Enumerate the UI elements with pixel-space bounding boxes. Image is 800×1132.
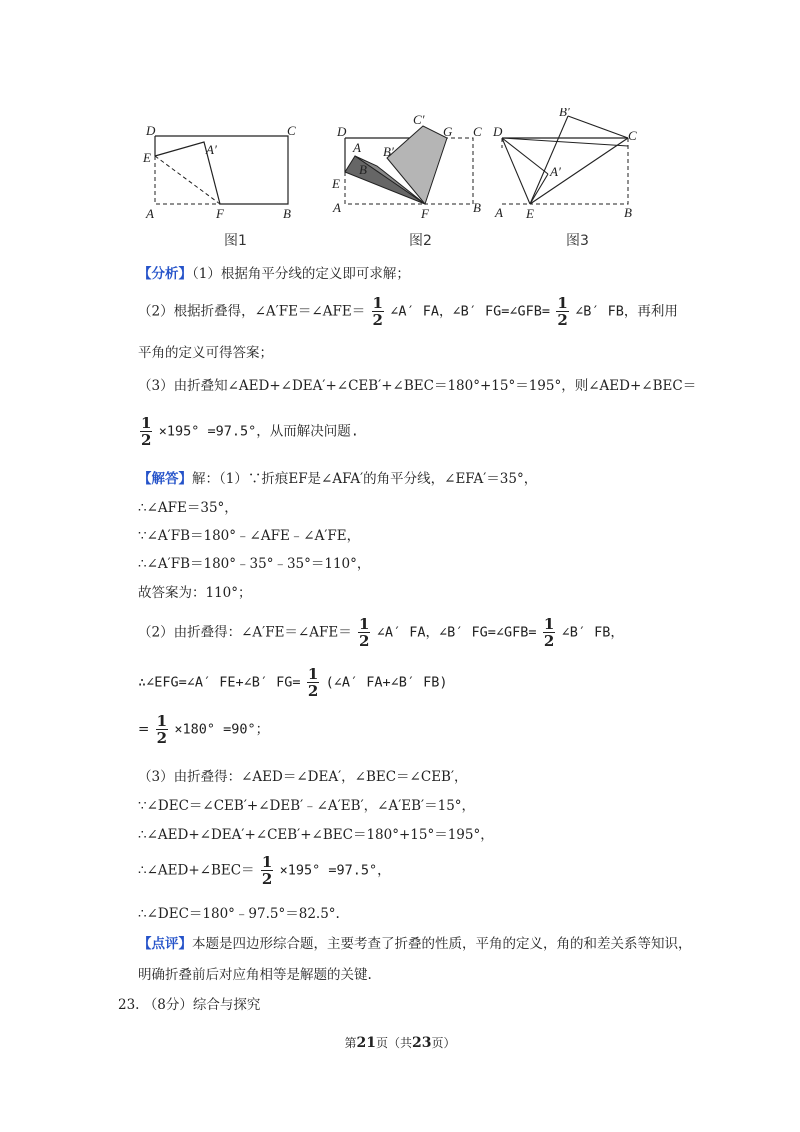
- solution-line-7: [138, 667, 448, 699]
- fig1-label-f: F: [216, 206, 224, 221]
- solution-tag: 【解答】: [138, 471, 192, 487]
- analysis-text-3-cont: ×195° =97.5°，从而解决问题.: [158, 423, 359, 440]
- fig3-da-prime: [502, 138, 548, 174]
- fig3-label-b-prime: B′: [559, 108, 570, 119]
- fig2-label-b: B: [359, 162, 367, 177]
- fig3-diag: [502, 138, 628, 146]
- footer-post: 页）: [431, 1036, 456, 1050]
- fraction-numerator: 1: [307, 665, 319, 683]
- solution-text-4: ∴∠A′FB＝180°﹣35°﹣35°＝110°，: [138, 556, 371, 572]
- question-number: 23.: [118, 997, 140, 1013]
- figure-3-diagram: [490, 108, 650, 228]
- fraction-half: [543, 617, 555, 649]
- fig1-rect-solid: [155, 136, 288, 204]
- solution-line-4: [138, 552, 370, 572]
- fig3-de: [502, 138, 530, 204]
- footer-page: 21: [356, 1035, 376, 1051]
- solution-line-12: [138, 855, 391, 887]
- fig3-label-c: C: [628, 128, 637, 143]
- fraction-denominator: 2: [359, 632, 370, 650]
- solution-text-6a: （2）由折叠得：∠A′FE＝∠AFE＝: [138, 624, 352, 641]
- solution-line-13: [138, 902, 340, 922]
- fraction-half: [556, 296, 568, 328]
- fraction-numerator: 1: [261, 853, 273, 871]
- solution-line-3: [138, 524, 360, 544]
- solution-line-1: [138, 467, 537, 487]
- fig2-label-g: G: [443, 124, 453, 139]
- analysis-line-2: [138, 296, 678, 328]
- comment-text-2: 明确折叠前后对应角相等是解题的关键.: [138, 967, 372, 983]
- fig3-label-b: B: [624, 205, 632, 220]
- comment-line-1: [138, 932, 692, 952]
- solution-line-10: [138, 794, 475, 814]
- fraction-numerator: 1: [156, 712, 168, 730]
- fig1-label-c: C: [287, 123, 296, 138]
- question-23: [118, 993, 260, 1013]
- fraction-half: [156, 714, 168, 746]
- solution-text-8a: =: [138, 721, 150, 738]
- fraction-numerator: 1: [359, 615, 370, 633]
- fig2-label-c-prime: C′: [413, 112, 425, 127]
- solution-text-8b: ×180° =90°；: [174, 721, 270, 738]
- fraction-numerator: 1: [557, 294, 568, 312]
- fig1-caption: 图1: [224, 233, 247, 249]
- figure-1-diagram: [140, 108, 300, 228]
- fraction-denominator: 2: [372, 311, 383, 329]
- page-footer: [0, 1034, 800, 1051]
- fraction-denominator: 2: [261, 870, 273, 888]
- fig2-label-c: C: [473, 124, 482, 139]
- figure-3: [490, 108, 650, 253]
- solution-text-7a: ∴∠EFG=∠A′ FE+∠B′ FG=: [138, 674, 301, 691]
- fig1-label-d: D: [146, 123, 156, 138]
- solution-text-10: ∵∠DEC＝∠CEB′+∠DEB′﹣∠A′EB′，∠A′EB′＝15°，: [138, 798, 476, 814]
- analysis-line-1: [138, 262, 410, 282]
- fig3-caption: 图3: [566, 233, 589, 249]
- fig2-caption: 图2: [409, 233, 432, 249]
- solution-line-2: [138, 496, 238, 516]
- comment-line-2: [138, 963, 372, 983]
- fig1-label-e: E: [143, 150, 151, 165]
- fig2-label-b-low: B: [473, 200, 481, 215]
- fraction-denominator: 2: [557, 311, 568, 329]
- fraction-denominator: 2: [156, 729, 168, 747]
- fig3-b-prime-c: [568, 116, 628, 138]
- figures-row: [0, 108, 800, 253]
- solution-line-11: [138, 823, 494, 843]
- comment-tag: 【点评】: [138, 936, 192, 952]
- fraction-denominator: 2: [141, 431, 152, 449]
- fig2-label-e: E: [332, 176, 340, 191]
- fraction-denominator: 2: [307, 682, 319, 700]
- figure-2: [325, 108, 495, 253]
- fig3-a-prime-e: [530, 174, 548, 204]
- fig1-label-b: B: [283, 206, 291, 221]
- analysis-text-3: （3）由折叠知∠AED+∠DEA′+∠CEB′+∠BEC＝180°+15°＝195°，则∠AED+∠BEC＝: [138, 378, 697, 394]
- solution-text-12b: ×195° =97.5°，: [279, 862, 391, 879]
- solution-text-3: ∵∠A′FB＝180°﹣∠AFE﹣∠A′FE，: [138, 528, 361, 544]
- solution-text-6c: ∠B′ FB，: [561, 624, 624, 641]
- solution-text-12a: ∴∠AED+∠BEC＝: [138, 862, 255, 879]
- solution-text-6b: ∠A′ FA，∠B′ FG=∠GFB=: [376, 624, 537, 641]
- fraction-half: [307, 667, 319, 699]
- comment-text-1: 本题是四边形综合题，主要考查了折叠的性质，平角的定义，角的和差关系等知识，: [192, 936, 692, 952]
- analysis-text-2: （2）根据折叠得，∠A′FE＝∠AFE＝: [138, 303, 366, 320]
- analysis-text-2c: ∠B′ FB，再利用: [575, 303, 678, 320]
- fig1-crease-dashed: [155, 156, 220, 204]
- solution-line-6: [138, 617, 624, 649]
- fraction-numerator: 1: [141, 414, 152, 432]
- fig1-label-a: A: [146, 206, 154, 221]
- fig2-label-b-prime: B′: [383, 144, 394, 159]
- solution-line-8: [138, 714, 269, 746]
- footer-pre: 第: [344, 1036, 357, 1050]
- solution-line-5: [138, 581, 252, 601]
- analysis-line-3: [138, 374, 696, 394]
- fig2-label-a-low: A: [333, 200, 341, 215]
- fig3-label-a: A: [495, 205, 503, 220]
- fraction-numerator: 1: [372, 294, 383, 312]
- fraction-denominator: 2: [543, 632, 555, 650]
- solution-text-11: ∴∠AED+∠DEA′+∠CEB′+∠BEC＝180°+15°＝195°，: [138, 827, 494, 843]
- analysis-text-2b: ∠A′ FA，∠B′ FG=∠GFB=: [390, 303, 551, 320]
- footer-total: 23: [412, 1035, 432, 1051]
- analysis-text-2-cont: 平角的定义可得答案；: [138, 345, 273, 361]
- footer-mid: 页（共: [375, 1036, 412, 1050]
- fig2-label-d: D: [337, 124, 347, 139]
- solution-text-9: （3）由折叠得：∠AED＝∠DEA′，∠BEC＝∠CEB′，: [138, 769, 468, 785]
- analysis-line-2-cont: [138, 341, 273, 361]
- figure-1: [140, 108, 300, 253]
- solution-text-7b: (∠A′ FA+∠B′ FB): [325, 674, 448, 691]
- fig3-label-a-prime: A′: [550, 164, 561, 179]
- fraction-numerator: 1: [543, 615, 555, 633]
- fraction-half: [372, 296, 384, 328]
- solution-text-1: 解：（1）∵折痕EF是∠AFA′的角平分线，∠EFA′＝35°，: [192, 471, 538, 487]
- question-heading: （8分）综合与探究: [143, 997, 261, 1013]
- solution-text-13: ∴∠DEC＝180°﹣97.5°＝82.5°.: [138, 906, 340, 922]
- fraction-half: [261, 855, 273, 887]
- solution-line-9: [138, 765, 468, 785]
- fig3-label-e: E: [526, 206, 534, 221]
- figure-2-diagram: [325, 108, 495, 228]
- solution-text-5: 故答案为：110°；: [138, 585, 252, 601]
- fraction-half: [140, 416, 152, 448]
- fraction-half: [358, 617, 370, 649]
- solution-text-2: ∴∠AFE＝35°，: [138, 500, 238, 516]
- fig1-dashed-corner: [155, 156, 220, 204]
- fig2-label-a: A: [353, 140, 361, 155]
- analysis-tag: 【分析】: [138, 266, 192, 282]
- analysis-text-1: （1）根据角平分线的定义即可求解；: [192, 266, 410, 282]
- fig1-label-a-prime: A′: [206, 142, 217, 157]
- fig2-label-f: F: [421, 206, 429, 221]
- analysis-line-3-cont: [138, 416, 359, 448]
- fig3-label-d: D: [493, 124, 503, 139]
